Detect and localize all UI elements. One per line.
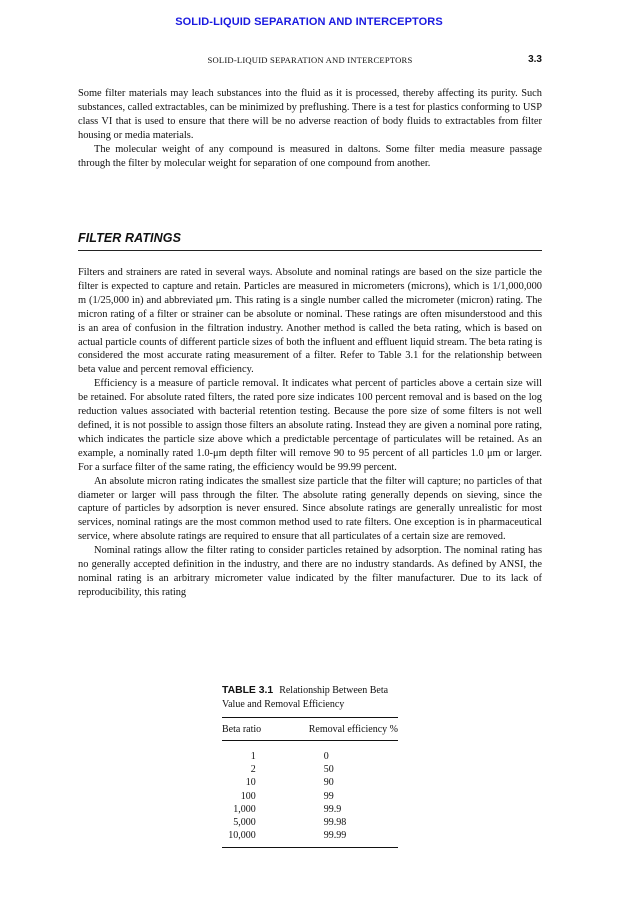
beta-ratio-cell: 10,000 — [228, 830, 256, 842]
beta-ratio-cell: 2 — [250, 764, 256, 776]
removal-efficiency-cell: 99.99 — [323, 830, 347, 842]
body-paragraph-2: Efficiency is a measure of particle removal. It indicates what percent of particles above a certain size will be retained. For absolute rated filters, the rated pore size indicates 100 percent removal and is based on the log reduction values associated with bacterial retention testing. Because the pore size of some filters is not well defined, it is not possible to assign those filters an absolute rating. Instead they are given a nominal pore rating, which indicates the particle size above which a predictable percentage of particulates will be retained. As an example, a nominally rated 1.0-μm depth filter will remove 90 to 95 percent of all particles 1.0 μm or larger. For a surface filter of the same rating, the efficiency would be 99.99 percent. — [78, 378, 542, 473]
body-paragraph-4: Nominal ratings allow the filter rating to consider particles retained by adsorption. The nominal rating has no generally accepted definition in the industry, and there are no industry standards. As defined by ANSI, the nominal rating is an arbitrary micrometer value indicated by the filter manufacturer. Due to its lack of reproducibility, this rating — [78, 545, 542, 598]
section-heading: FILTER RATINGS — [78, 231, 182, 245]
table-row — [222, 750, 398, 763]
table-row — [222, 829, 398, 842]
running-head-title: SOLID-LIQUID SEPARATION AND INTERCEPTORS — [207, 55, 413, 65]
table-caption — [222, 684, 398, 712]
table-number: TABLE 3.1 — [222, 685, 274, 696]
column-header-beta-ratio: Beta ratio — [222, 723, 262, 735]
body-paragraph-3: An absolute micron rating indicates the smallest size particle that the filter will capture; no particles of that diameter or larger will pass through the filter. The absolute rating generally depends on sieving, since the capture of particles by adsorption is never ensured. Since absolute ratings are generally unrealistic for most services, nominal ratings are the most common method used to rate filters. One exception is in pharmaceutical service, where absolute ratings are required to ensure that all particulates of a certain size are removed. — [78, 475, 542, 543]
section-divider — [78, 250, 542, 251]
intro-text — [78, 87, 542, 170]
beta-ratio-cell: 1 — [250, 751, 256, 762]
table-header-row — [222, 718, 398, 740]
intro-paragraph-2: The molecular weight of any compound is measured in daltons. Some filter media measure passage through the filter by molecular weight for separation of one compound from another. — [78, 143, 542, 169]
removal-efficiency-cell: 99 — [323, 790, 334, 802]
body-paragraph-1: Filters and strainers are rated in several ways. Absolute and nominal ratings are based on the size particle the filter is expected to capture and retain. Particles are measured in micrometers (microns), which is 1/1,000,000 m (1/25,000 in) and abbreviated μm. This rating is a single number called the micrometer (micron) rating. The micron rating of a filter or strainer can be absolute or nominal. These ratings are often misunderstood and this is an area of confusion in the filtration industry. Another method is called the beta rating, which is based on actual particle counts of different particle sizes of both the influent and effluent liquid stream. The beta rating is considered the most accurate rating measurement of a filter. Refer to Table 3.1 for the relationship between beta value and percent removal efficiency. — [78, 267, 542, 376]
running-head — [78, 55, 542, 69]
intro-paragraph-1: Some filter materials may leach substances into the fluid as it is processed, thereby affecting its purity. Such substances, called extractables, can be minimized by preflushing. There is a test for plastics conforming to USP class VI that is used to ensure that there will be no adverse reaction of body fluids to extractables from filter housing or media materials. — [78, 88, 542, 141]
removal-efficiency-cell: 50 — [323, 764, 334, 776]
page-number: 3.3 — [528, 54, 542, 65]
table-row — [222, 776, 398, 789]
beta-ratio-cell: 100 — [240, 790, 256, 802]
table-row — [222, 763, 398, 776]
table-row — [222, 790, 398, 803]
document-banner: SOLID-LIQUID SEPARATION AND INTERCEPTORS — [175, 16, 443, 28]
removal-efficiency-cell: 90 — [323, 777, 334, 789]
table-row — [222, 803, 398, 816]
section-body — [78, 266, 542, 600]
table-3-1 — [222, 684, 398, 848]
table-body — [222, 741, 398, 847]
column-header-removal-efficiency: Removal efficiency % — [308, 723, 398, 735]
table-caption-text: Relationship Between Beta Value and Removal Efficiency — [222, 685, 389, 710]
removal-efficiency-cell: 99.9 — [323, 803, 342, 815]
table-row — [222, 816, 398, 829]
beta-ratio-cell: 1,000 — [233, 803, 256, 815]
table-bottom-rule — [222, 847, 398, 848]
removal-efficiency-cell: 99.98 — [323, 817, 347, 829]
removal-efficiency-cell: 0 — [323, 751, 329, 762]
beta-ratio-cell: 10 — [245, 777, 256, 789]
beta-ratio-cell: 5,000 — [233, 817, 256, 829]
